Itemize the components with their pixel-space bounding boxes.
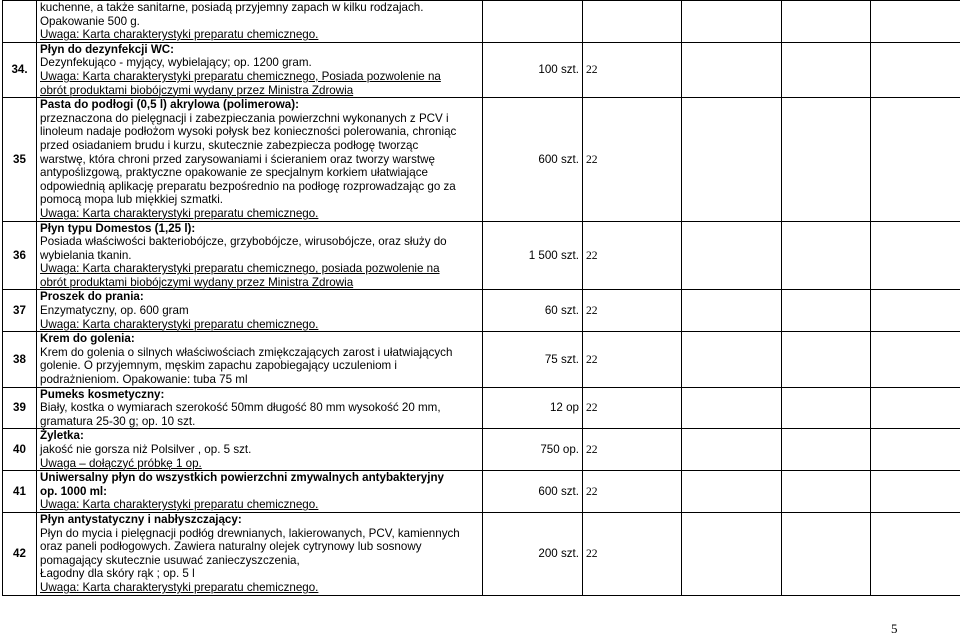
item-description: [37, 512, 483, 595]
description-line: Opakowanie 500 g.: [40, 15, 479, 29]
item-note: Uwaga – dołączyć próbkę 1 op.: [40, 457, 479, 471]
item-description: [37, 290, 483, 332]
item-quantity: 200 szt.: [483, 512, 583, 595]
item-number: 42: [3, 512, 37, 595]
table-row: [3, 387, 960, 429]
description-line: antypoślizgową, praktyczne opakowanie ze specjalnym korkiem ułatwiające: [40, 166, 479, 180]
table-row: [3, 429, 960, 471]
description-line: Łagodny dla skóry rąk ; op. 5 l: [40, 567, 479, 581]
table-row: [3, 98, 960, 221]
item-vat-rate: 22: [583, 98, 682, 221]
table-row: [3, 471, 960, 513]
table-row: [3, 512, 960, 595]
item-quantity: 100 szt.: [483, 42, 583, 97]
item-quantity: 600 szt.: [483, 98, 583, 221]
item-vat-rate: 22: [583, 221, 682, 290]
item-title: Uniwersalny płyn do wszystkich powierzchni zmywalnych antybakteryjny: [40, 471, 479, 485]
description-line: golenie. O przyjemnym, męskim zapachu zapobiegający uczuleniom i: [40, 359, 479, 373]
description-line: Enzymatyczny, op. 600 gram: [40, 304, 479, 318]
item-description: [37, 332, 483, 387]
item-quantity: 75 szt.: [483, 332, 583, 387]
item-quantity: 1 500 szt.: [483, 221, 583, 290]
price-table: [2, 0, 960, 596]
empty-cell-1: [682, 512, 782, 595]
item-number: 34.: [3, 42, 37, 97]
item-description: [37, 429, 483, 471]
empty-cell-2: [782, 42, 871, 97]
item-description: [37, 221, 483, 290]
item-description: [37, 387, 483, 429]
description-line: Płyn do mycia i pielęgnacji podłóg drewnianych, lakierowanych, PCV, kamiennych: [40, 527, 479, 541]
empty-cell-1: [682, 332, 782, 387]
empty-cell-2: [782, 512, 871, 595]
item-note: obrót produktami biobójczymi wydany przez Ministra Zdrowia: [40, 84, 479, 98]
description-line: kuchenne, a także sanitarne, posiadą przyjemny zapach w kilku rodzajach.: [40, 1, 479, 15]
item-note: Uwaga: Karta charakterystyki preparatu chemicznego, posiada pozwolenie na: [40, 262, 479, 276]
table-row: [3, 221, 960, 290]
empty-cell-2: [782, 332, 871, 387]
item-quantity: [483, 1, 583, 43]
item-title: Proszek do prania:: [40, 290, 479, 304]
description-line: Biały, kostka o wymiarach szerokość 50mm długość 80 mm wysokość 20 mm,: [40, 401, 479, 415]
description-line: pomagający skutecznie usuwać zanieczyszczenia,: [40, 554, 479, 568]
description-line: Posiada właściwości bakteriobójcze, grzybobójcze, wirusobójcze, oraz służy do: [40, 235, 479, 249]
item-description: [37, 1, 483, 43]
item-number: 38: [3, 332, 37, 387]
empty-cell-1: [682, 98, 782, 221]
table-body: [3, 1, 960, 596]
table-row: [3, 1, 960, 43]
description-line: warstwę, która chroni przed zarysowaniami i ścieraniem oraz tworzy warstwę: [40, 153, 479, 167]
item-vat-rate: 22: [583, 332, 682, 387]
item-description: [37, 98, 483, 221]
item-title: Pasta do podłogi (0,5 l) akrylowa (polimerowa):: [40, 98, 479, 112]
empty-cell-2: [782, 98, 871, 221]
empty-cell-2: [782, 429, 871, 471]
description-line: jakość nie gorsza niż Polsilver , op. 5 szt.: [40, 443, 479, 457]
item-note: obrót produktami biobójczymi wydany przez Ministra Zdrowia: [40, 276, 479, 290]
description-line: przed osiadaniem brudu i kurzu, skutecznie zabezpiecza podłogę tworząc: [40, 139, 479, 153]
item-vat-rate: 22: [583, 512, 682, 595]
empty-cell-3: [871, 290, 960, 332]
item-number: 39: [3, 387, 37, 429]
item-description: [37, 42, 483, 97]
empty-cell-3: [871, 471, 960, 513]
item-title: Płyn antystatyczny i nabłyszczający:: [40, 513, 479, 527]
empty-cell-1: [682, 1, 782, 43]
empty-cell-1: [682, 42, 782, 97]
item-vat-rate: 22: [583, 42, 682, 97]
page-number: 5: [891, 621, 898, 637]
empty-cell-2: [782, 471, 871, 513]
item-number: 36: [3, 221, 37, 290]
empty-cell-3: [871, 98, 960, 221]
table-row: [3, 42, 960, 97]
empty-cell-2: [782, 1, 871, 43]
empty-cell-3: [871, 512, 960, 595]
item-title: Płyn do dezynfekcji WC:: [40, 43, 479, 57]
item-note: Uwaga: Karta charakterystyki preparatu chemicznego, Posiada pozwolenie na: [40, 70, 479, 84]
item-vat-rate: 22: [583, 471, 682, 513]
empty-cell-3: [871, 332, 960, 387]
table-row: [3, 332, 960, 387]
item-title: Płyn typu Domestos (1,25 l):: [40, 222, 479, 236]
description-line: odpowiednią aplikację preparatu bezpośrednio na podłogę rozprowadzając go za: [40, 180, 479, 194]
empty-cell-3: [871, 429, 960, 471]
description-line: gramatura 25-30 g; op. 10 szt.: [40, 415, 479, 429]
description-line: linoleum nadaje podłożom wysoki połysk bez konieczności polerowania, chroniąc: [40, 125, 479, 139]
item-vat-rate: [583, 1, 682, 43]
item-vat-rate: 22: [583, 290, 682, 332]
empty-cell-3: [871, 1, 960, 43]
item-title: Żyletka:: [40, 429, 479, 443]
description-line: pomocą mopa lub miękkiej szmatki.: [40, 193, 479, 207]
item-title: op. 1000 ml:: [40, 485, 479, 499]
item-number: 35: [3, 98, 37, 221]
item-quantity: 750 op.: [483, 429, 583, 471]
item-number: 41: [3, 471, 37, 513]
item-number: 40: [3, 429, 37, 471]
item-quantity: 600 szt.: [483, 471, 583, 513]
empty-cell-3: [871, 42, 960, 97]
item-note: Uwaga: Karta charakterystyki preparatu chemicznego.: [40, 498, 479, 512]
table-row: [3, 290, 960, 332]
empty-cell-1: [682, 471, 782, 513]
description-line: wybielania tkanin.: [40, 249, 479, 263]
item-note: Uwaga: Karta charakterystyki preparatu chemicznego.: [40, 581, 479, 595]
description-line: Krem do golenia o silnych właściwościach zmiękczających zarost i ułatwiających: [40, 346, 479, 360]
item-note: Uwaga: Karta charakterystyki preparatu chemicznego.: [40, 28, 479, 42]
item-note: Uwaga: Karta charakterystyki preparatu chemicznego.: [40, 318, 479, 332]
empty-cell-1: [682, 221, 782, 290]
empty-cell-3: [871, 221, 960, 290]
empty-cell-1: [682, 387, 782, 429]
description-line: przeznaczona do pielęgnacji i zabezpieczania powierzchni wykonanych z PCV i: [40, 112, 479, 126]
item-number: 37: [3, 290, 37, 332]
description-line: oraz paneli podłogowych. Zawiera naturalny olejek cytrynowy lub sosnowy: [40, 540, 479, 554]
item-vat-rate: 22: [583, 387, 682, 429]
item-note: Uwaga: Karta charakterystyki preparatu chemicznego.: [40, 207, 479, 221]
item-number: [3, 1, 37, 43]
empty-cell-1: [682, 429, 782, 471]
empty-cell-3: [871, 387, 960, 429]
item-title: Pumeks kosmetyczny:: [40, 388, 479, 402]
item-title: Krem do golenia:: [40, 332, 479, 346]
description-line: Dezynfekująco - myjący, wybielający; op. 1200 gram.: [40, 56, 479, 70]
empty-cell-2: [782, 387, 871, 429]
item-vat-rate: 22: [583, 429, 682, 471]
description-line: podrażnieniom. Opakowanie: tuba 75 ml: [40, 373, 479, 387]
empty-cell-2: [782, 290, 871, 332]
item-quantity: 12 op: [483, 387, 583, 429]
item-quantity: 60 szt.: [483, 290, 583, 332]
empty-cell-1: [682, 290, 782, 332]
empty-cell-2: [782, 221, 871, 290]
item-description: [37, 471, 483, 513]
